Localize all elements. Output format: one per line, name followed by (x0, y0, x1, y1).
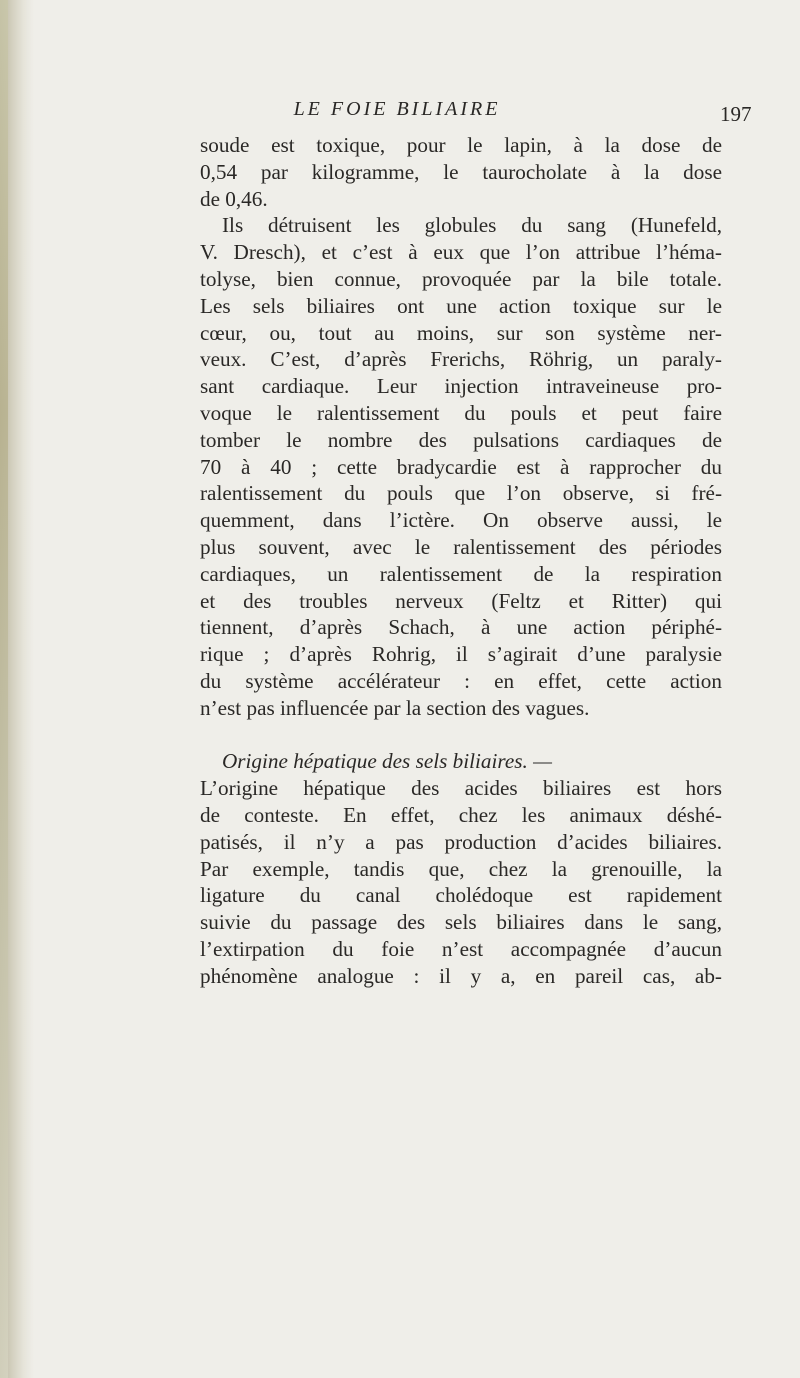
text-line: patisés, il n’y a pas production d’acides biliaires. (200, 829, 722, 854)
text-line: 70 à 40 ; cette bradycardie est à rapprocher du (200, 454, 722, 479)
text-line: Par exemple, tandis que, chez la grenouille, la (200, 856, 722, 881)
text-line: cœur, ou, tout au moins, sur son système ner- (200, 320, 722, 345)
text-line: veux. C’est, d’après Frerichs, Röhrig, un paraly- (200, 347, 722, 372)
text-line: V. Dresch), et c’est à eux que l’on attribue l’héma- (200, 240, 722, 265)
text-line: rique ; d’après Rohrig, il s’agirait d’une paralysie (200, 642, 722, 667)
text-line: suivie du passage des sels biliaires dans le sang, (200, 910, 722, 935)
text-line: l’extirpation du foie n’est accompagnée d’aucun (200, 936, 722, 961)
text-line: du système accélérateur : en effet, cette action (200, 668, 722, 693)
text-line: de 0,46. (200, 186, 268, 211)
text-line: L’origine hépatique des acides biliaires est hors (200, 776, 722, 801)
text-line: ralentissement du pouls que l’on observe, si fré- (200, 481, 722, 506)
text-line: tolyse, bien connue, provoquée par la bile totale. (200, 266, 722, 291)
text-line: tomber le nombre des pulsations cardiaques de (200, 427, 722, 452)
text-line: quemment, dans l’ictère. On observe aussi, le (200, 508, 722, 533)
text-line: cardiaques, un ralentissement de la respiration (200, 561, 722, 586)
text-line: phénomène analogue : il y a, en pareil cas, ab- (200, 963, 722, 988)
text-line: Les sels biliaires ont une action toxique sur le (200, 293, 722, 318)
text-line: sant cardiaque. Leur injection intraveineuse pro- (200, 374, 722, 399)
text-line: n’est pas influencée par la section des vagues. (200, 695, 590, 720)
page-number: 197 (720, 102, 752, 126)
text-line: ligature du canal cholédoque est rapidement (200, 883, 722, 908)
text-line: de conteste. En effet, chez les animaux déshé- (200, 802, 722, 827)
text-line: et des troubles nerveux (Feltz et Ritter) qui (200, 588, 722, 613)
running-head: LE FOIE BILIAIRE (293, 98, 501, 120)
section-subheading: Origine hépatique des sels biliaires. — (222, 749, 552, 774)
body-text (200, 132, 722, 990)
text-line: voque le ralentissement du pouls et peut faire (200, 400, 722, 425)
text-line: 0,54 par kilogramme, le taurocholate à la dose (200, 159, 722, 184)
text-line: soude est toxique, pour le lapin, à la dose de (200, 133, 722, 157)
text-line: plus souvent, avec le ralentissement des périodes (200, 534, 722, 559)
blank-line (200, 722, 722, 749)
text-line: tiennent, d’après Schach, à une action périphé- (200, 615, 722, 640)
text-line: Ils détruisent les globules du sang (Hunefeld, (222, 213, 722, 238)
